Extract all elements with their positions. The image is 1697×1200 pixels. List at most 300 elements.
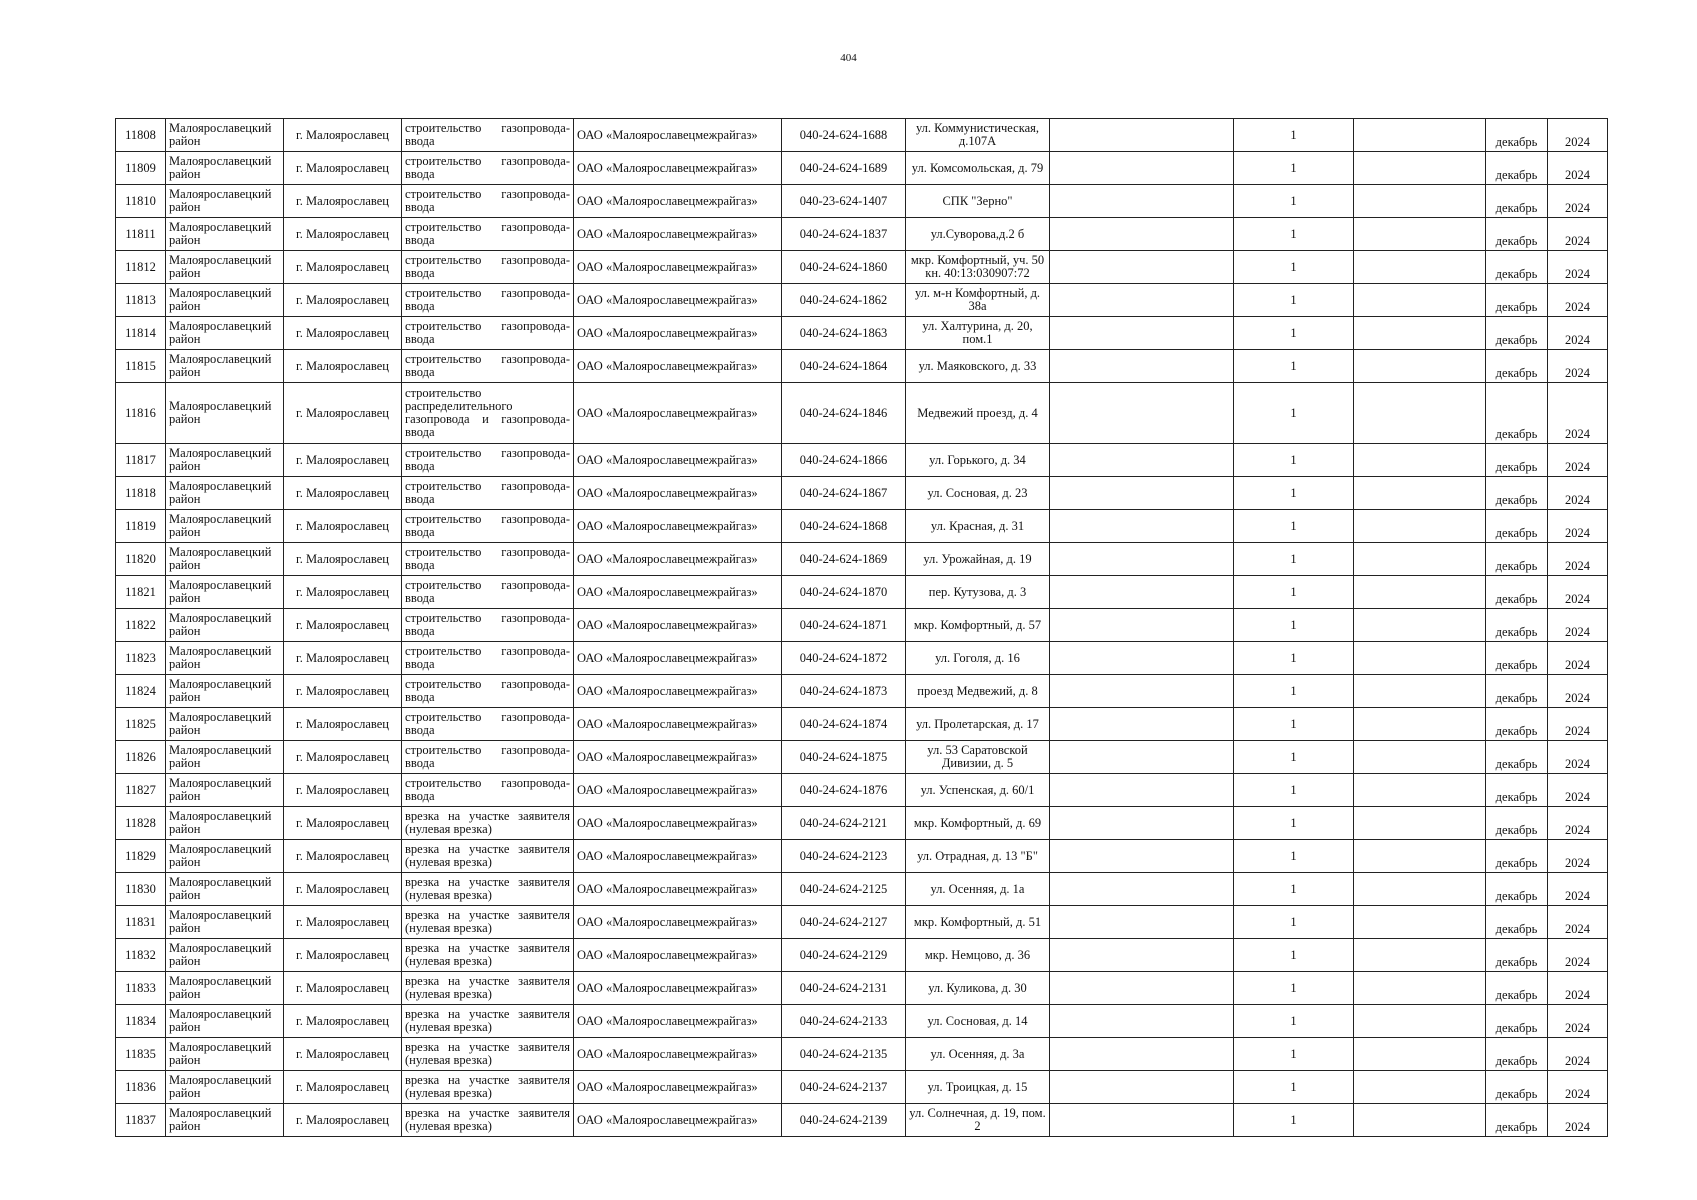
row-number-cell: 11836 (116, 1071, 166, 1104)
city-cell: г. Малоярославец (284, 444, 402, 477)
organization-cell: ОАО «Малоярославецмежрайгаз» (574, 185, 782, 218)
count-cell: 1 (1234, 1038, 1354, 1071)
organization-cell: ОАО «Малоярославецмежрайгаз» (574, 284, 782, 317)
month-cell: декабрь (1486, 609, 1548, 642)
row-number-cell: 11816 (116, 383, 166, 444)
registration-code-cell: 040-24-624-1874 (782, 708, 906, 741)
city-cell: г. Малоярославец (284, 972, 402, 1005)
month-cell: декабрь (1486, 543, 1548, 576)
work-type-cell: строительство газопровода-ввода (402, 119, 574, 152)
organization-cell: ОАО «Малоярославецмежрайгаз» (574, 972, 782, 1005)
row-number-cell: 11820 (116, 543, 166, 576)
organization-cell: ОАО «Малоярославецмежрайгаз» (574, 510, 782, 543)
organization-cell: ОАО «Малоярославецмежрайгаз» (574, 939, 782, 972)
count-cell: 1 (1234, 444, 1354, 477)
empty-cell (1354, 350, 1486, 383)
table-row (116, 939, 1608, 972)
work-type-cell: строительство газопровода-ввода (402, 609, 574, 642)
count-cell: 1 (1234, 185, 1354, 218)
registration-code-cell: 040-24-624-1846 (782, 383, 906, 444)
work-type-cell: строительство газопровода-ввода (402, 251, 574, 284)
work-type-cell: строительство газопровода-ввода (402, 284, 574, 317)
organization-cell: ОАО «Малоярославецмежрайгаз» (574, 152, 782, 185)
month-cell: декабрь (1486, 119, 1548, 152)
empty-cell (1050, 152, 1234, 185)
month-cell: декабрь (1486, 185, 1548, 218)
count-cell: 1 (1234, 807, 1354, 840)
address-cell: ул. Сосновая, д. 14 (906, 1005, 1050, 1038)
year-cell: 2024 (1548, 185, 1608, 218)
address-cell: Медвежий проезд, д. 4 (906, 383, 1050, 444)
work-type-cell: врезка на участке заявителя (нулевая врезка) (402, 1071, 574, 1104)
count-cell: 1 (1234, 543, 1354, 576)
work-type-cell: врезка на участке заявителя (нулевая врезка) (402, 939, 574, 972)
year-cell: 2024 (1548, 477, 1608, 510)
table-row (116, 1005, 1608, 1038)
registration-code-cell: 040-24-624-2139 (782, 1104, 906, 1137)
empty-cell (1050, 741, 1234, 774)
registration-code-cell: 040-24-624-1868 (782, 510, 906, 543)
empty-cell (1050, 218, 1234, 251)
work-type-cell: строительство газопровода-ввода (402, 642, 574, 675)
registration-code-cell: 040-24-624-1867 (782, 477, 906, 510)
address-cell: мкр. Комфортный, д. 51 (906, 906, 1050, 939)
empty-cell (1354, 383, 1486, 444)
work-type-cell: врезка на участке заявителя (нулевая врезка) (402, 1005, 574, 1038)
month-cell: декабрь (1486, 906, 1548, 939)
row-number-cell: 11824 (116, 675, 166, 708)
table-row (116, 510, 1608, 543)
row-number-cell: 11818 (116, 477, 166, 510)
empty-cell (1354, 708, 1486, 741)
empty-cell (1354, 774, 1486, 807)
work-type-cell: строительство газопровода-ввода (402, 317, 574, 350)
work-type-cell: строительство газопровода-ввода (402, 675, 574, 708)
empty-cell (1050, 317, 1234, 350)
year-cell: 2024 (1548, 675, 1608, 708)
year-cell: 2024 (1548, 642, 1608, 675)
work-type-cell: врезка на участке заявителя (нулевая врезка) (402, 906, 574, 939)
row-number-cell: 11831 (116, 906, 166, 939)
table-row (116, 972, 1608, 1005)
work-type-cell: строительство газопровода-ввода (402, 444, 574, 477)
registration-code-cell: 040-24-624-1837 (782, 218, 906, 251)
district-cell: Малоярославецкий район (166, 642, 284, 675)
year-cell: 2024 (1548, 576, 1608, 609)
month-cell: декабрь (1486, 251, 1548, 284)
month-cell: декабрь (1486, 350, 1548, 383)
work-type-cell: врезка на участке заявителя (нулевая врезка) (402, 1104, 574, 1137)
city-cell: г. Малоярославец (284, 119, 402, 152)
row-number-cell: 11837 (116, 1104, 166, 1137)
count-cell: 1 (1234, 152, 1354, 185)
month-cell: декабрь (1486, 1038, 1548, 1071)
empty-cell (1050, 873, 1234, 906)
registration-code-cell: 040-24-624-2133 (782, 1005, 906, 1038)
count-cell: 1 (1234, 317, 1354, 350)
empty-cell (1050, 1104, 1234, 1137)
registration-code-cell: 040-24-624-1860 (782, 251, 906, 284)
count-cell: 1 (1234, 675, 1354, 708)
city-cell: г. Малоярославец (284, 477, 402, 510)
address-cell: ул. Успенская, д. 60/1 (906, 774, 1050, 807)
month-cell: декабрь (1486, 444, 1548, 477)
empty-cell (1354, 284, 1486, 317)
empty-cell (1050, 972, 1234, 1005)
empty-cell (1354, 807, 1486, 840)
empty-cell (1050, 906, 1234, 939)
empty-cell (1354, 1104, 1486, 1137)
city-cell: г. Малоярославец (284, 1071, 402, 1104)
organization-cell: ОАО «Малоярославецмежрайгаз» (574, 642, 782, 675)
count-cell: 1 (1234, 251, 1354, 284)
city-cell: г. Малоярославец (284, 906, 402, 939)
row-number-cell: 11830 (116, 873, 166, 906)
work-type-cell: строительство газопровода-ввода (402, 510, 574, 543)
organization-cell: ОАО «Малоярославецмежрайгаз» (574, 840, 782, 873)
city-cell: г. Малоярославец (284, 1104, 402, 1137)
empty-cell (1050, 576, 1234, 609)
work-type-cell: строительство газопровода-ввода (402, 741, 574, 774)
empty-cell (1050, 1071, 1234, 1104)
address-cell: ул. Комсомольская, д. 79 (906, 152, 1050, 185)
count-cell: 1 (1234, 1071, 1354, 1104)
page-number: 404 (840, 52, 857, 64)
count-cell: 1 (1234, 350, 1354, 383)
year-cell: 2024 (1548, 807, 1608, 840)
organization-cell: ОАО «Малоярославецмежрайгаз» (574, 218, 782, 251)
table-row (116, 1104, 1608, 1137)
row-number-cell: 11815 (116, 350, 166, 383)
registration-code-cell: 040-24-624-2135 (782, 1038, 906, 1071)
month-cell: декабрь (1486, 576, 1548, 609)
empty-cell (1050, 609, 1234, 642)
count-cell: 1 (1234, 906, 1354, 939)
registration-code-cell: 040-24-624-2131 (782, 972, 906, 1005)
empty-cell (1050, 939, 1234, 972)
table-row (116, 840, 1608, 873)
empty-cell (1354, 152, 1486, 185)
district-cell: Малоярославецкий район (166, 218, 284, 251)
address-cell: пер. Кутузова, д. 3 (906, 576, 1050, 609)
address-cell: мкр. Комфортный, д. 57 (906, 609, 1050, 642)
organization-cell: ОАО «Малоярославецмежрайгаз» (574, 1104, 782, 1137)
row-number-cell: 11833 (116, 972, 166, 1005)
row-number-cell: 11812 (116, 251, 166, 284)
work-type-cell: строительство газопровода-ввода (402, 543, 574, 576)
count-cell: 1 (1234, 576, 1354, 609)
district-cell: Малоярославецкий район (166, 543, 284, 576)
organization-cell: ОАО «Малоярославецмежрайгаз» (574, 119, 782, 152)
registration-code-cell: 040-24-624-1689 (782, 152, 906, 185)
empty-cell (1050, 119, 1234, 152)
empty-cell (1354, 1071, 1486, 1104)
organization-cell: ОАО «Малоярославецмежрайгаз» (574, 906, 782, 939)
district-cell: Малоярославецкий район (166, 774, 284, 807)
count-cell: 1 (1234, 708, 1354, 741)
row-number-cell: 11827 (116, 774, 166, 807)
row-number-cell: 11834 (116, 1005, 166, 1038)
organization-cell: ОАО «Малоярославецмежрайгаз» (574, 383, 782, 444)
district-cell: Малоярославецкий район (166, 383, 284, 444)
empty-cell (1354, 1005, 1486, 1038)
address-cell: ул. Красная, д. 31 (906, 510, 1050, 543)
month-cell: декабрь (1486, 642, 1548, 675)
organization-cell: ОАО «Малоярославецмежрайгаз» (574, 543, 782, 576)
city-cell: г. Малоярославец (284, 152, 402, 185)
empty-cell (1354, 317, 1486, 350)
year-cell: 2024 (1548, 251, 1608, 284)
row-number-cell: 11826 (116, 741, 166, 774)
count-cell: 1 (1234, 1104, 1354, 1137)
month-cell: декабрь (1486, 708, 1548, 741)
work-type-cell: врезка на участке заявителя (нулевая врезка) (402, 873, 574, 906)
organization-cell: ОАО «Малоярославецмежрайгаз» (574, 1038, 782, 1071)
district-cell: Малоярославецкий район (166, 873, 284, 906)
row-number-cell: 11825 (116, 708, 166, 741)
address-cell: ул. 53 Саратовской Дивизии, д. 5 (906, 741, 1050, 774)
district-cell: Малоярославецкий район (166, 1005, 284, 1038)
table-row (116, 477, 1608, 510)
city-cell: г. Малоярославец (284, 383, 402, 444)
organization-cell: ОАО «Малоярославецмежрайгаз» (574, 708, 782, 741)
table-row (116, 543, 1608, 576)
empty-cell (1354, 642, 1486, 675)
empty-cell (1050, 350, 1234, 383)
address-cell: ул. Куликова, д. 30 (906, 972, 1050, 1005)
empty-cell (1354, 510, 1486, 543)
month-cell: декабрь (1486, 218, 1548, 251)
empty-cell (1050, 642, 1234, 675)
table-row (116, 152, 1608, 185)
registry-body (116, 119, 1608, 1137)
organization-cell: ОАО «Малоярославецмежрайгаз» (574, 350, 782, 383)
organization-cell: ОАО «Малоярославецмежрайгаз» (574, 1071, 782, 1104)
month-cell: декабрь (1486, 774, 1548, 807)
empty-cell (1354, 741, 1486, 774)
empty-cell (1354, 873, 1486, 906)
district-cell: Малоярославецкий район (166, 152, 284, 185)
district-cell: Малоярославецкий район (166, 1104, 284, 1137)
work-type-cell: врезка на участке заявителя (нулевая врезка) (402, 972, 574, 1005)
work-type-cell: строительство газопровода-ввода (402, 774, 574, 807)
address-cell: мкр. Комфортный, д. 69 (906, 807, 1050, 840)
city-cell: г. Малоярославец (284, 576, 402, 609)
address-cell: ул. Осенняя, д. 1а (906, 873, 1050, 906)
count-cell: 1 (1234, 741, 1354, 774)
city-cell: г. Малоярославец (284, 218, 402, 251)
year-cell: 2024 (1548, 218, 1608, 251)
work-type-cell: строительство распределительного газопровода и газопровода-ввода (402, 383, 574, 444)
count-cell: 1 (1234, 510, 1354, 543)
registration-code-cell: 040-24-624-1864 (782, 350, 906, 383)
registration-code-cell: 040-24-624-2129 (782, 939, 906, 972)
district-cell: Малоярославецкий район (166, 350, 284, 383)
address-cell: мкр. Комфортный, уч. 50 кн. 40:13:030907:72 (906, 251, 1050, 284)
month-cell: декабрь (1486, 807, 1548, 840)
year-cell: 2024 (1548, 1005, 1608, 1038)
district-cell: Малоярославецкий район (166, 284, 284, 317)
year-cell: 2024 (1548, 873, 1608, 906)
row-number-cell: 11808 (116, 119, 166, 152)
city-cell: г. Малоярославец (284, 675, 402, 708)
year-cell: 2024 (1548, 774, 1608, 807)
table-row (116, 284, 1608, 317)
organization-cell: ОАО «Малоярославецмежрайгаз» (574, 1005, 782, 1038)
empty-cell (1354, 576, 1486, 609)
city-cell: г. Малоярославец (284, 840, 402, 873)
city-cell: г. Малоярославец (284, 1005, 402, 1038)
city-cell: г. Малоярославец (284, 774, 402, 807)
table-row (116, 741, 1608, 774)
year-cell: 2024 (1548, 119, 1608, 152)
year-cell: 2024 (1548, 444, 1608, 477)
city-cell: г. Малоярославец (284, 350, 402, 383)
city-cell: г. Малоярославец (284, 251, 402, 284)
table-row (116, 807, 1608, 840)
district-cell: Малоярославецкий район (166, 1038, 284, 1071)
work-type-cell: строительство газопровода-ввода (402, 218, 574, 251)
address-cell: СПК "Зерно" (906, 185, 1050, 218)
row-number-cell: 11814 (116, 317, 166, 350)
district-cell: Малоярославецкий район (166, 807, 284, 840)
address-cell: ул. м-н Комфортный, д. 38а (906, 284, 1050, 317)
city-cell: г. Малоярославец (284, 939, 402, 972)
registration-code-cell: 040-24-624-2127 (782, 906, 906, 939)
empty-cell (1050, 774, 1234, 807)
table-row (116, 774, 1608, 807)
table-row (116, 383, 1608, 444)
empty-cell (1050, 477, 1234, 510)
district-cell: Малоярославецкий район (166, 477, 284, 510)
gas-connection-registry-table (115, 118, 1608, 1137)
empty-cell (1354, 251, 1486, 284)
row-number-cell: 11822 (116, 609, 166, 642)
district-cell: Малоярославецкий район (166, 576, 284, 609)
year-cell: 2024 (1548, 543, 1608, 576)
row-number-cell: 11817 (116, 444, 166, 477)
month-cell: декабрь (1486, 1104, 1548, 1137)
empty-cell (1050, 185, 1234, 218)
city-cell: г. Малоярославец (284, 284, 402, 317)
year-cell: 2024 (1548, 350, 1608, 383)
address-cell: ул. Маяковского, д. 33 (906, 350, 1050, 383)
table-row (116, 317, 1608, 350)
month-cell: декабрь (1486, 317, 1548, 350)
empty-cell (1354, 477, 1486, 510)
row-number-cell: 11819 (116, 510, 166, 543)
month-cell: декабрь (1486, 873, 1548, 906)
count-cell: 1 (1234, 873, 1354, 906)
organization-cell: ОАО «Малоярославецмежрайгаз» (574, 444, 782, 477)
registration-code-cell: 040-24-624-1863 (782, 317, 906, 350)
registration-code-cell: 040-23-624-1407 (782, 185, 906, 218)
address-cell: ул. Троицкая, д. 15 (906, 1071, 1050, 1104)
address-cell: ул. Горького, д. 34 (906, 444, 1050, 477)
month-cell: декабрь (1486, 383, 1548, 444)
month-cell: декабрь (1486, 1005, 1548, 1038)
month-cell: декабрь (1486, 840, 1548, 873)
row-number-cell: 11823 (116, 642, 166, 675)
registration-code-cell: 040-24-624-1870 (782, 576, 906, 609)
organization-cell: ОАО «Малоярославецмежрайгаз» (574, 576, 782, 609)
month-cell: декабрь (1486, 972, 1548, 1005)
address-cell: ул. Халтурина, д. 20, пом.1 (906, 317, 1050, 350)
count-cell: 1 (1234, 642, 1354, 675)
city-cell: г. Малоярославец (284, 510, 402, 543)
district-cell: Малоярославецкий район (166, 119, 284, 152)
registration-code-cell: 040-24-624-1875 (782, 741, 906, 774)
city-cell: г. Малоярославец (284, 543, 402, 576)
registration-code-cell: 040-24-624-1869 (782, 543, 906, 576)
count-cell: 1 (1234, 774, 1354, 807)
row-number-cell: 11829 (116, 840, 166, 873)
district-cell: Малоярославецкий район (166, 675, 284, 708)
table-row (116, 576, 1608, 609)
table-row (116, 444, 1608, 477)
year-cell: 2024 (1548, 383, 1608, 444)
registration-code-cell: 040-24-624-1872 (782, 642, 906, 675)
empty-cell (1354, 840, 1486, 873)
district-cell: Малоярославецкий район (166, 840, 284, 873)
city-cell: г. Малоярославец (284, 708, 402, 741)
district-cell: Малоярославецкий район (166, 185, 284, 218)
table-row (116, 906, 1608, 939)
count-cell: 1 (1234, 218, 1354, 251)
empty-cell (1050, 1038, 1234, 1071)
table-row (116, 708, 1608, 741)
city-cell: г. Малоярославец (284, 741, 402, 774)
district-cell: Малоярославецкий район (166, 317, 284, 350)
work-type-cell: строительство газопровода-ввода (402, 477, 574, 510)
empty-cell (1050, 510, 1234, 543)
table-row (116, 218, 1608, 251)
organization-cell: ОАО «Малоярославецмежрайгаз» (574, 251, 782, 284)
year-cell: 2024 (1548, 939, 1608, 972)
district-cell: Малоярославецкий район (166, 906, 284, 939)
organization-cell: ОАО «Малоярославецмежрайгаз» (574, 675, 782, 708)
work-type-cell: строительство газопровода-ввода (402, 185, 574, 218)
empty-cell (1354, 444, 1486, 477)
work-type-cell: врезка на участке заявителя (нулевая врезка) (402, 840, 574, 873)
work-type-cell: строительство газопровода-ввода (402, 576, 574, 609)
address-cell: ул. Сосновая, д. 23 (906, 477, 1050, 510)
table-row (116, 350, 1608, 383)
organization-cell: ОАО «Малоярославецмежрайгаз» (574, 477, 782, 510)
address-cell: ул. Пролетарская, д. 17 (906, 708, 1050, 741)
empty-cell (1050, 807, 1234, 840)
row-number-cell: 11835 (116, 1038, 166, 1071)
district-cell: Малоярославецкий район (166, 708, 284, 741)
registration-code-cell: 040-24-624-1862 (782, 284, 906, 317)
organization-cell: ОАО «Малоярославецмежрайгаз» (574, 317, 782, 350)
work-type-cell: врезка на участке заявителя (нулевая врезка) (402, 807, 574, 840)
month-cell: декабрь (1486, 1071, 1548, 1104)
organization-cell: ОАО «Малоярославецмежрайгаз» (574, 873, 782, 906)
empty-cell (1354, 972, 1486, 1005)
district-cell: Малоярославецкий район (166, 444, 284, 477)
table-row (116, 1038, 1608, 1071)
district-cell: Малоярославецкий район (166, 741, 284, 774)
address-cell: мкр. Немцово, д. 36 (906, 939, 1050, 972)
year-cell: 2024 (1548, 609, 1608, 642)
registration-code-cell: 040-24-624-1873 (782, 675, 906, 708)
year-cell: 2024 (1548, 1104, 1608, 1137)
year-cell: 2024 (1548, 840, 1608, 873)
address-cell: ул. Отрадная, д. 13 "Б" (906, 840, 1050, 873)
table-row (116, 251, 1608, 284)
count-cell: 1 (1234, 383, 1354, 444)
